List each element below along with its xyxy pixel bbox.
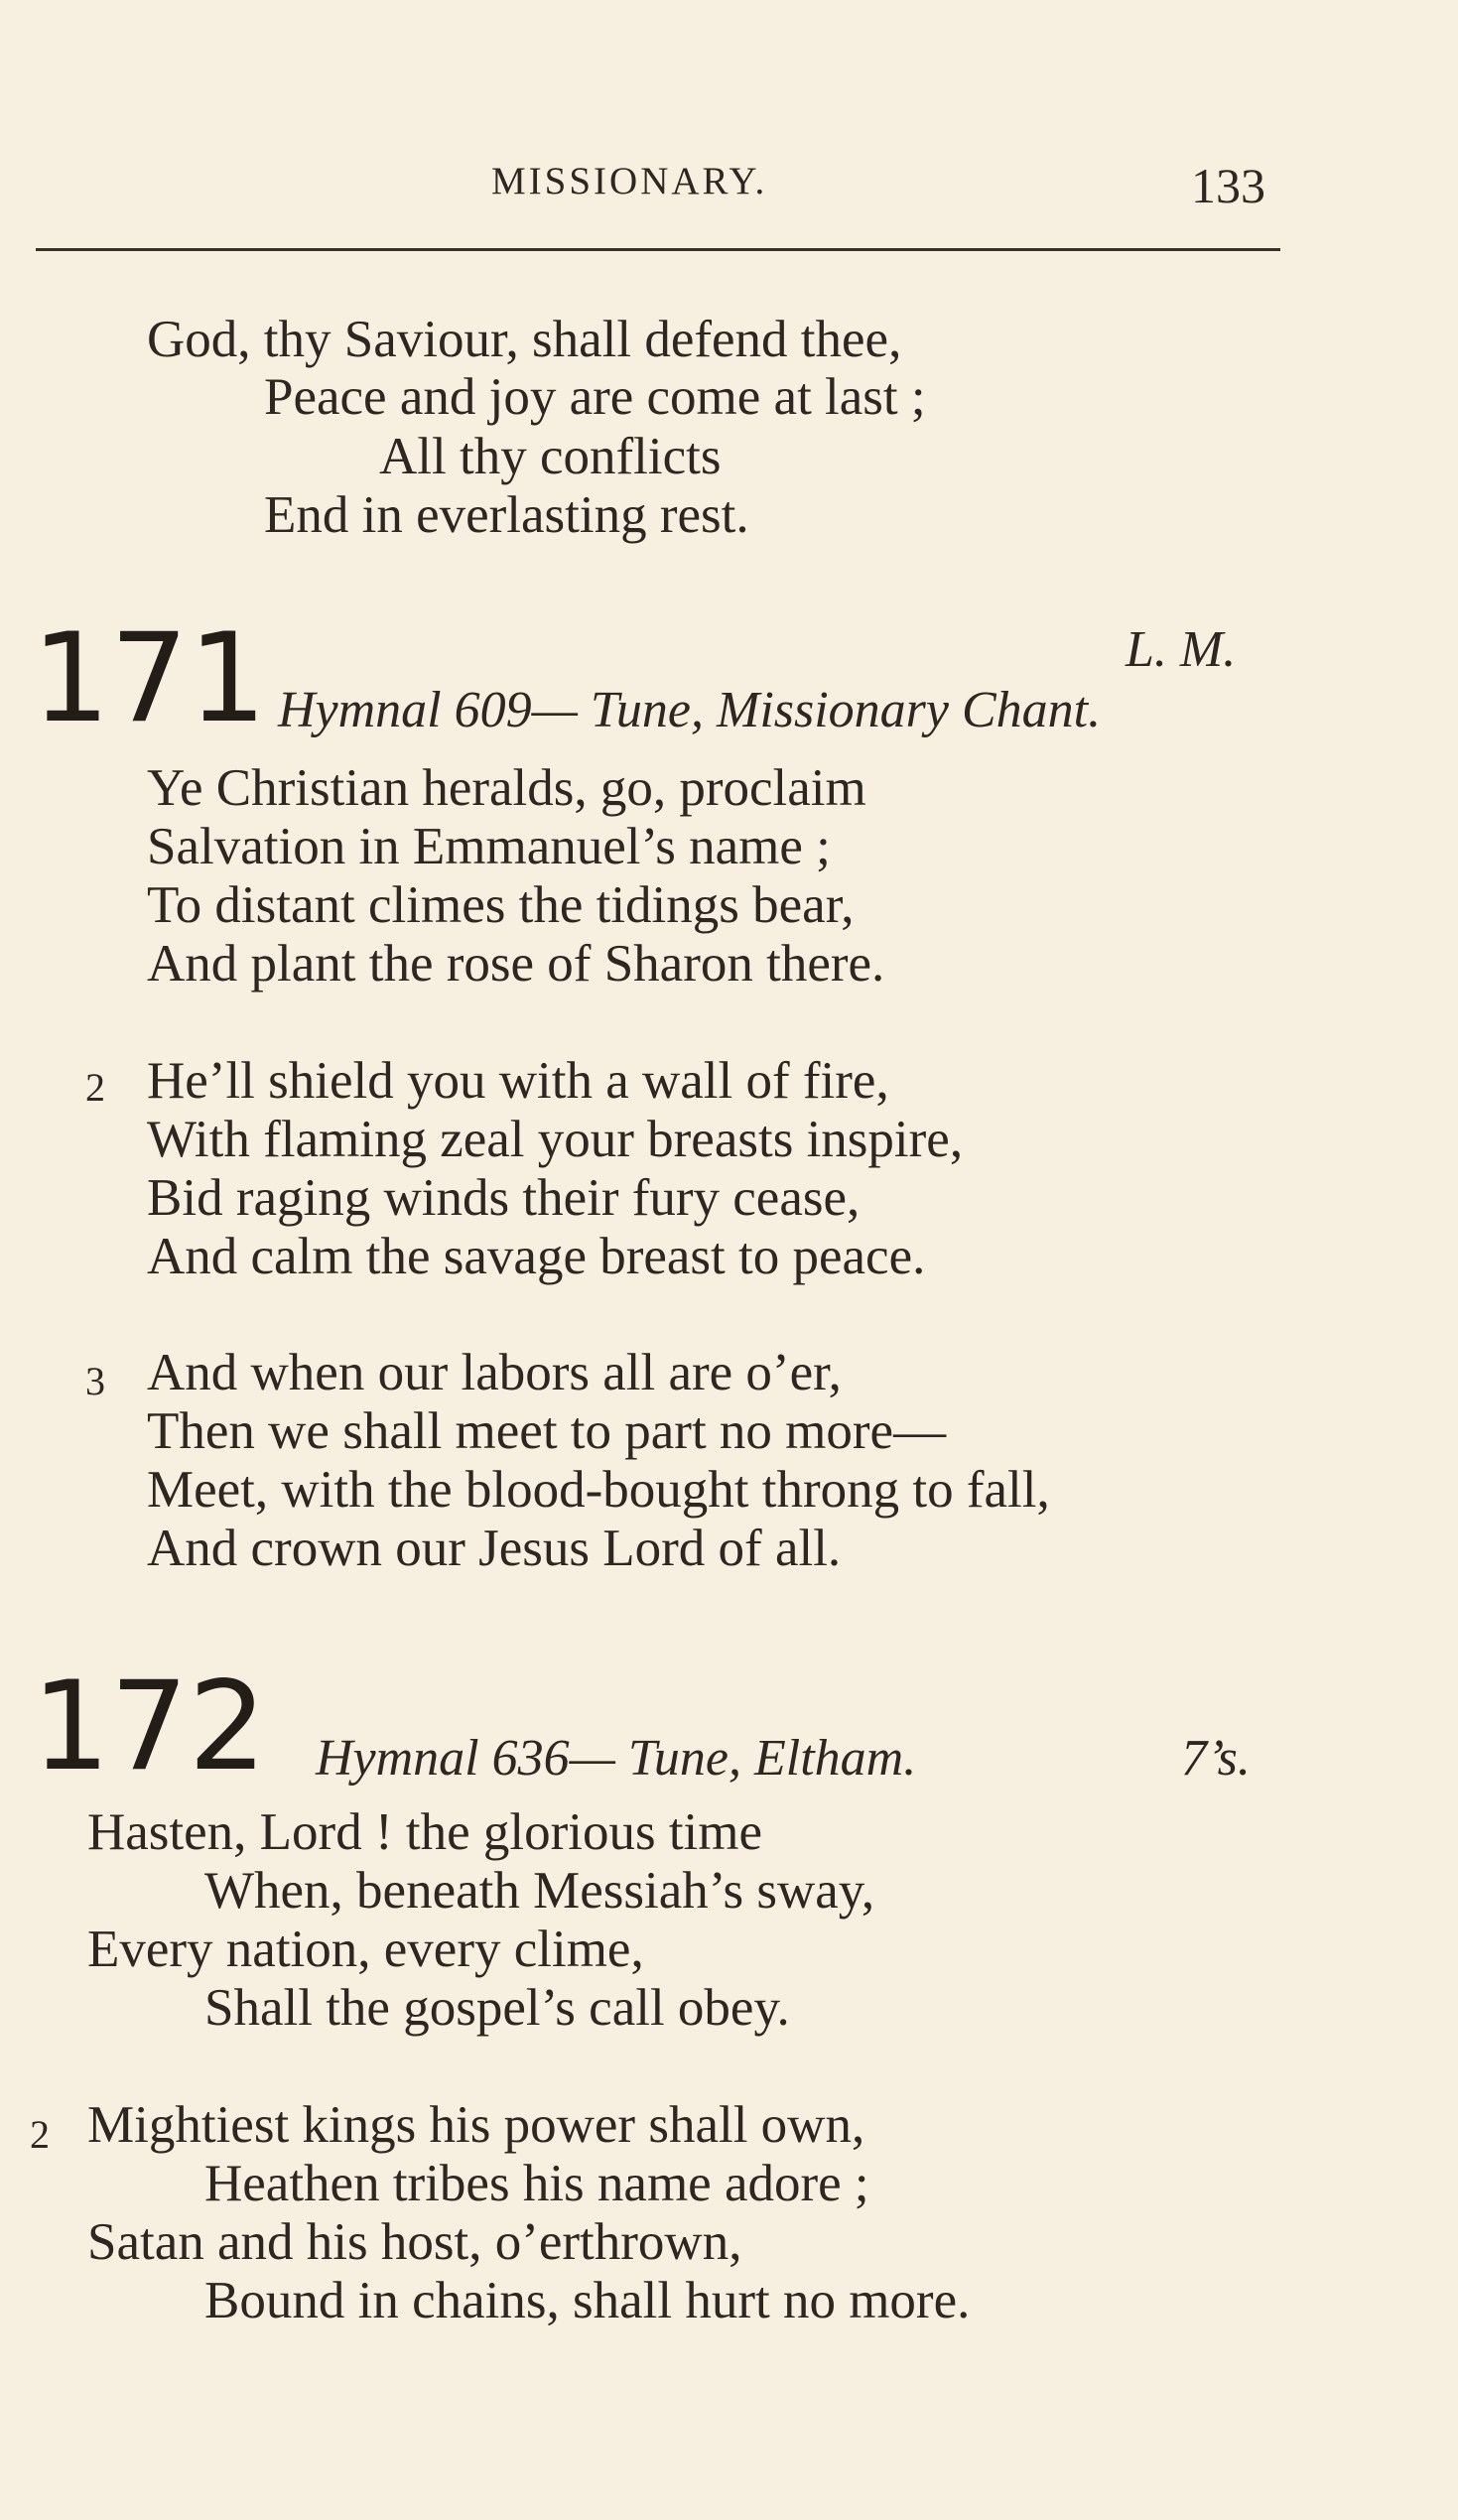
hymn-meter: L. M.	[1126, 621, 1237, 678]
verse-number: 3	[85, 1359, 105, 1403]
continuation-line: End in everlasting rest.	[264, 486, 749, 544]
verse-number: 2	[85, 1065, 105, 1110]
verse-line: Satan and his host, o’erthrown,	[87, 2213, 742, 2271]
hymn-source: Hymnal 636— Tune, Eltham.	[316, 1730, 917, 1787]
verse-line: Bid raging winds their fury cease,	[147, 1169, 861, 1227]
verse-line: And crown our Jesus Lord of all.	[147, 1520, 842, 1577]
hymn-number: 172	[32, 1656, 267, 1798]
verse-line: Hasten, Lord ! the glorious time	[87, 1803, 763, 1861]
verse-line: Mightiest kings his power shall own,	[87, 2096, 865, 2154]
continuation-line: God, thy Saviour, shall defend thee,	[147, 311, 902, 368]
verse-number: 2	[30, 2112, 50, 2157]
hymn-meter: 7’s.	[1181, 1730, 1251, 1787]
hymn-number: 171	[32, 607, 267, 750]
verse-line: When, beneath Messiah’s sway,	[204, 1862, 875, 1920]
verse-line: Then we shall meet to part no more—	[147, 1402, 947, 1460]
verse-line: Shall the gospel’s call obey.	[204, 1979, 790, 2037]
verse-line: And plant the rose of Sharon there.	[147, 935, 885, 993]
verse-line: And when our labors all are o’er,	[147, 1344, 842, 1401]
verse-line: Ye Christian heralds, go, proclaim	[147, 759, 866, 817]
verse-line: Heathen tribes his name adore ;	[204, 2155, 869, 2212]
continuation-line: All thy conflicts	[379, 428, 722, 485]
verse-line: Bound in chains, shall hurt no more.	[204, 2272, 971, 2329]
continuation-line: Peace and joy are come at last ;	[264, 368, 926, 426]
verse-line: Meet, with the blood-bought throng to fall,	[147, 1461, 1050, 1519]
hymn-source: Hymnal 609— Tune, Missionary Chant.	[278, 682, 1102, 738]
page-number: 133	[1191, 158, 1265, 213]
header-rule	[36, 248, 1280, 251]
verse-line: To distant climes the tidings bear,	[147, 876, 855, 934]
verse-line: Salvation in Emmanuel’s name ;	[147, 818, 831, 875]
verse-line: With flaming zeal your breasts inspire,	[147, 1111, 964, 1168]
verse-line: And calm the savage breast to peace.	[147, 1228, 926, 1285]
verse-line: He’ll shield you with a wall of fire,	[147, 1052, 889, 1110]
verse-line: Every nation, every clime,	[87, 1921, 644, 1978]
running-header-title: MISSIONARY.	[491, 160, 768, 202]
